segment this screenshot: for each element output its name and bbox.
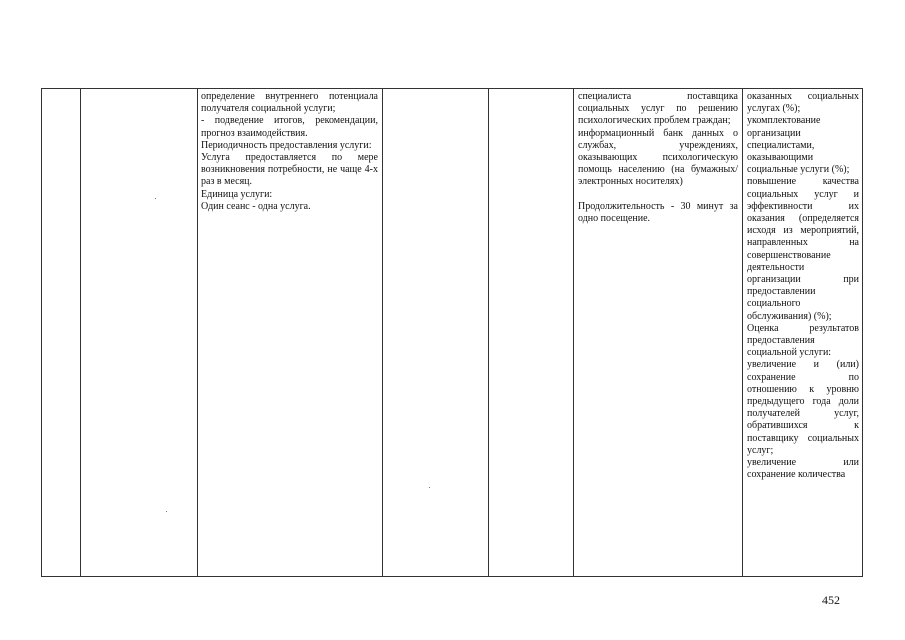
indicators-paragraph: укомплектование организации специалистами, оказывающими социальные услуги (%);: [747, 115, 850, 176]
column-divider: [382, 89, 383, 576]
indicators-paragraph: Оценка результатов предоставления социальной услуги:: [747, 322, 859, 359]
scan-speck: [155, 198, 156, 199]
conditions-cell: [578, 91, 738, 225]
column-divider: [742, 89, 743, 576]
scan-speck: [429, 487, 430, 488]
description-paragraph: определение внутреннего потенциала получателя социальной услуги;: [201, 91, 378, 115]
column-divider: [573, 89, 574, 576]
column-divider: [488, 89, 489, 576]
indicators-paragraph: увеличение или сохранение количества: [747, 457, 859, 481]
column-divider: [80, 89, 81, 576]
indicators-paragraph: повышение качества социальных услуг и эффективности их оказания (определяется исходя из мероприятий, направленных на совершенствование деятельности организации при предоставлении социального обслуживания) (%);: [747, 176, 859, 322]
description-paragraph: Один сеанс - одна услуга.: [201, 200, 311, 212]
services-table: [41, 88, 863, 577]
conditions-paragraph: Продолжительность - 30 минут за одно посещение.: [578, 200, 738, 225]
indicators-cell: [747, 91, 859, 482]
description-cell: [201, 91, 378, 213]
description-paragraph: Услуга предоставляется по мере возникновения потребности, не чаще 4-х раз в месяц.: [201, 152, 378, 188]
description-paragraph: Единица услуги:: [201, 188, 273, 200]
indicators-paragraph: увеличение и (или) сохранение по отношению к уровню предыдущего года доли получателей услуг, обратившихся к поставщику социальных услуг;: [747, 359, 859, 456]
conditions-paragraph: специалиста поставщика социальных услуг по решению психологических проблем граждан;: [578, 91, 738, 127]
indicators-paragraph: оказанных социальных услугах (%);: [747, 91, 859, 115]
scan-speck: [166, 511, 167, 512]
description-paragraph: - подведение итогов, рекомендации, прогноз взаимодействия.: [201, 115, 378, 139]
page-number: 452: [822, 593, 840, 607]
description-paragraph: Периодичность предоставления услуги:: [201, 139, 372, 151]
column-divider: [197, 89, 198, 576]
conditions-paragraph: информационный банк данных о службах, учреждениях, оказывающих психологическую помощь населению (на бумажных/ электронных носителях): [578, 127, 738, 188]
